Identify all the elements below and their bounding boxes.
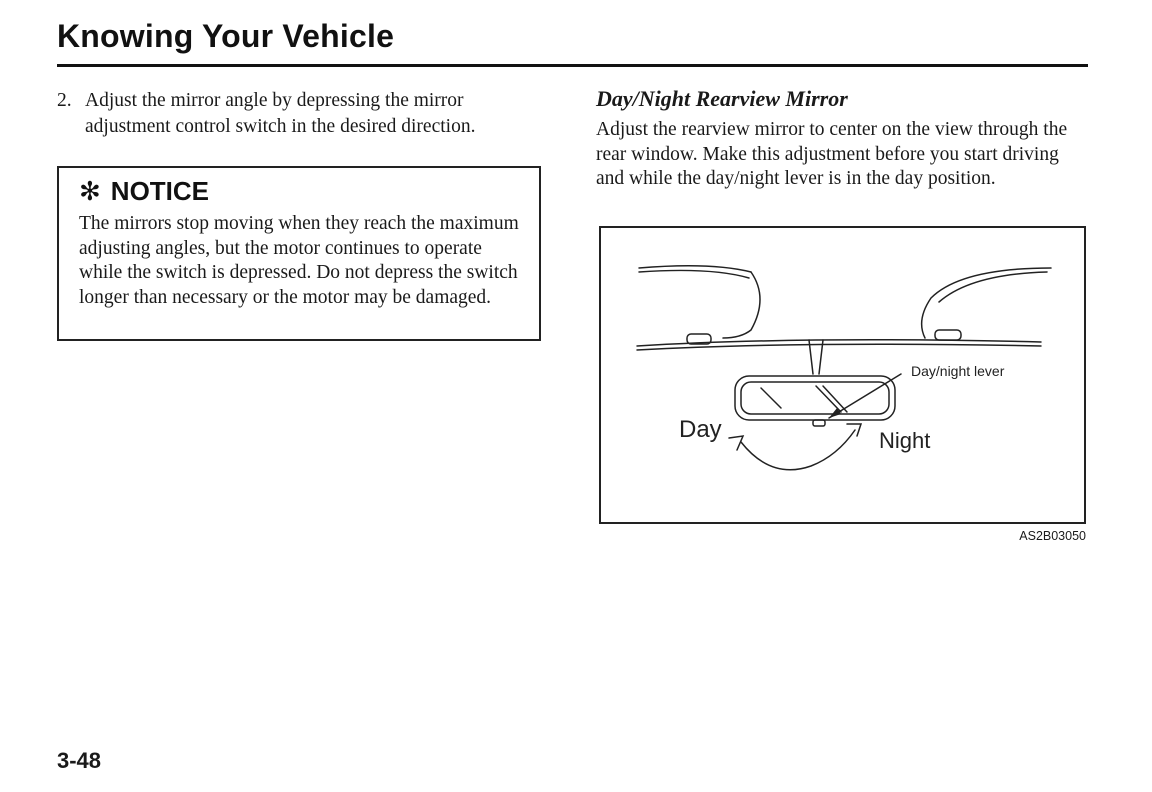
step-item bbox=[57, 88, 537, 140]
mirror-illustration bbox=[601, 228, 1084, 522]
notice-box bbox=[57, 166, 541, 341]
step-number: 2. bbox=[57, 90, 72, 111]
notice-star-icon: ✻ bbox=[79, 176, 101, 206]
page-title: Knowing Your Vehicle bbox=[57, 18, 395, 54]
label-night: Night bbox=[879, 428, 931, 453]
section-heading: Day/Night Rearview Mirror bbox=[596, 86, 848, 111]
section-body: Adjust the rearview mirror to center on the view through the rear window. Make this adjustment before you start driving and while the day/night lever is in the day position. bbox=[596, 119, 1068, 189]
mirror-figure bbox=[599, 226, 1086, 524]
notice-heading bbox=[79, 174, 521, 208]
figure-code: AS2B03050 bbox=[1019, 529, 1086, 543]
callout-day-night-lever: Day/night lever bbox=[911, 363, 1005, 379]
step-text: Adjust the mirror angle by depressing the mirror adjustment control switch in the desired direction. bbox=[85, 90, 476, 137]
label-day: Day bbox=[679, 416, 722, 443]
title-rule bbox=[57, 64, 1088, 67]
page-number: 3-48 bbox=[57, 748, 102, 773]
notice-title: NOTICE bbox=[110, 176, 210, 206]
notice-body: The mirrors stop moving when they reach the maximum adjusting angles, but the motor continues to operate while the switch is depressed. Do not depress the switch longer than necessary or the motor may be damaged. bbox=[79, 213, 519, 308]
